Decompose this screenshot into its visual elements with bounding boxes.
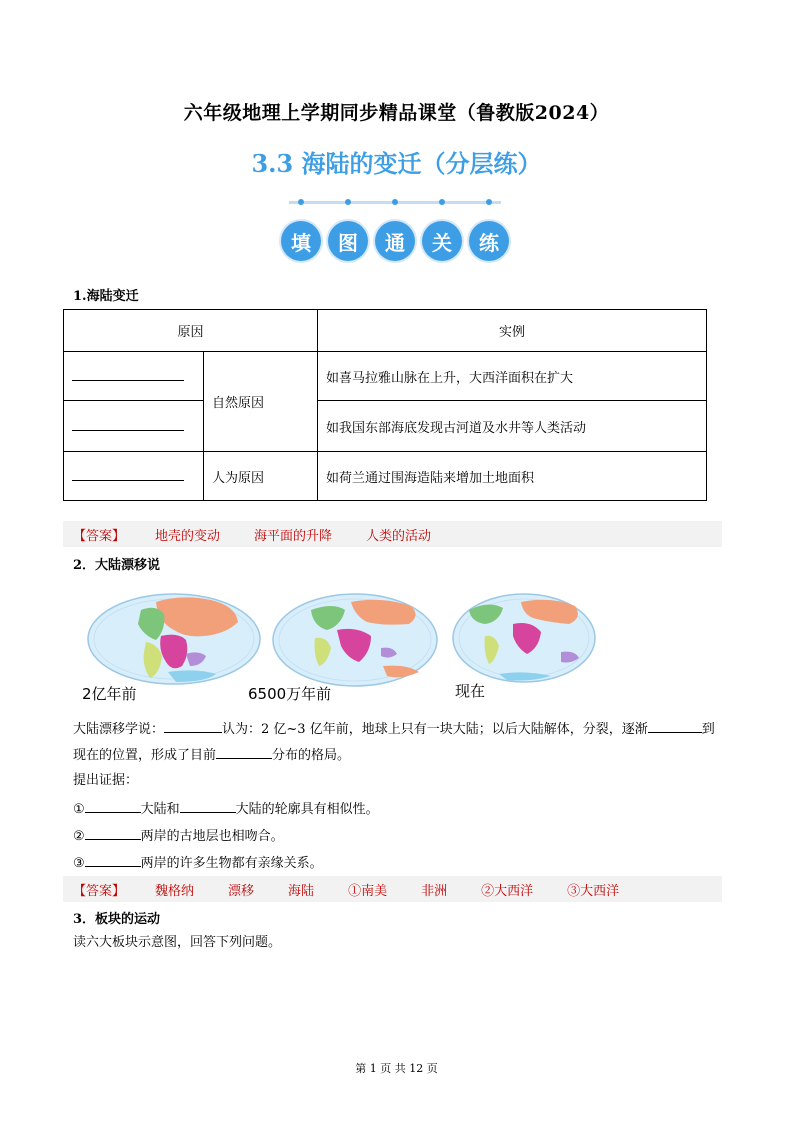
pangaea-map — [86, 592, 262, 686]
decorative-dot — [486, 199, 492, 205]
answer-item: 非洲 — [421, 883, 448, 899]
human-cause-cell: 人为原因 — [204, 452, 318, 501]
question-3-title: 3．板块的运动 — [73, 912, 161, 927]
header-reason: 原因 — [64, 310, 318, 352]
answer-bar-1 — [63, 521, 722, 547]
badge-tong: 通 — [375, 221, 415, 261]
drift-paragraph-line1: 大陆漂移学说： 认为：2 亿~3 亿年前，地球上只有一块大陆；以后大陆解体，分裂，逐渐 到 — [73, 722, 715, 737]
blank-land-sea[interactable] — [216, 746, 272, 759]
example-1: 如喜马拉雅山脉在上升，大西洋面积在扩大 — [318, 352, 707, 401]
page-footer: 第 1 页 共 12 页 — [355, 1062, 438, 1075]
answer-label: 【答案】 — [73, 883, 126, 899]
badge-guan: 关 — [422, 221, 462, 261]
natural-cause-cell: 自然原因 — [204, 352, 318, 452]
answer-item: 人类的活动 — [366, 528, 432, 544]
blank-continent-2[interactable] — [180, 800, 236, 813]
decorative-dot — [345, 199, 351, 205]
answer-item: 地壳的变动 — [155, 528, 221, 544]
blank-cause-2[interactable] — [72, 417, 184, 431]
document-title: 六年级地理上学期同步精品课堂（鲁教版2024） — [183, 102, 610, 124]
answer-item: ③大西洋 — [567, 883, 620, 899]
answer-item: ①南美 — [348, 883, 388, 899]
badge-lian: 练 — [469, 221, 509, 261]
map-label-65m: 6500万年前 — [248, 685, 332, 703]
blank-cause-1[interactable] — [72, 367, 184, 381]
answer-item: 魏格纳 — [155, 883, 195, 899]
blank-continent-1[interactable] — [85, 800, 141, 813]
blank-ocean-2[interactable] — [85, 854, 141, 867]
badge-tu: 图 — [328, 221, 368, 261]
decorative-dot — [439, 199, 445, 205]
blank-ocean-1[interactable] — [85, 827, 141, 840]
header-example: 实例 — [318, 310, 707, 352]
question-3-text: 读六大板块示意图，回答下列问题。 — [73, 935, 282, 950]
drift-paragraph-line2: 现在的位置，形成了目前 分布的格局。 — [73, 748, 351, 763]
cretaceous-map — [271, 592, 439, 688]
answer-item: 海平面的升降 — [254, 528, 333, 544]
decorative-dot — [392, 199, 398, 205]
evidence-heading: 提出证据： — [73, 773, 139, 788]
answer-item: 漂移 — [228, 883, 255, 899]
badge-tian: 填 — [281, 221, 321, 261]
answer-item: 海陆 — [288, 883, 315, 899]
evidence-3: ③ 两岸的许多生物都有亲缘关系。 — [73, 856, 323, 871]
evidence-2: ② 两岸的古地层也相吻合。 — [73, 829, 284, 844]
answer-item: ②大西洋 — [481, 883, 534, 899]
evidence-1: ① 大陆和 大陆的轮廓具有相似性。 — [73, 802, 379, 817]
question-2-title: 2．大陆漂移说 — [73, 558, 161, 573]
blank-cause-3[interactable] — [72, 467, 184, 481]
answer-label: 【答案】 — [73, 528, 126, 544]
question-1-title: 1.海陆变迁 — [73, 289, 139, 304]
blank-scientist[interactable] — [164, 720, 222, 733]
map-label-present: 现在 — [455, 682, 486, 700]
example-3: 如荷兰通过围海造陆来增加土地面积 — [318, 452, 707, 501]
answer-bar-2 — [63, 876, 722, 902]
blank-drift[interactable] — [648, 720, 702, 733]
sea-land-change-table — [63, 309, 707, 501]
present-map — [451, 592, 597, 684]
example-2: 如我国东部海底发现古河道及水井等人类活动 — [318, 401, 707, 452]
decorative-dot — [298, 199, 304, 205]
lesson-subtitle: 3.3 海陆的变迁（分层练） — [251, 149, 542, 178]
map-label-200m: 2亿年前 — [82, 685, 137, 703]
